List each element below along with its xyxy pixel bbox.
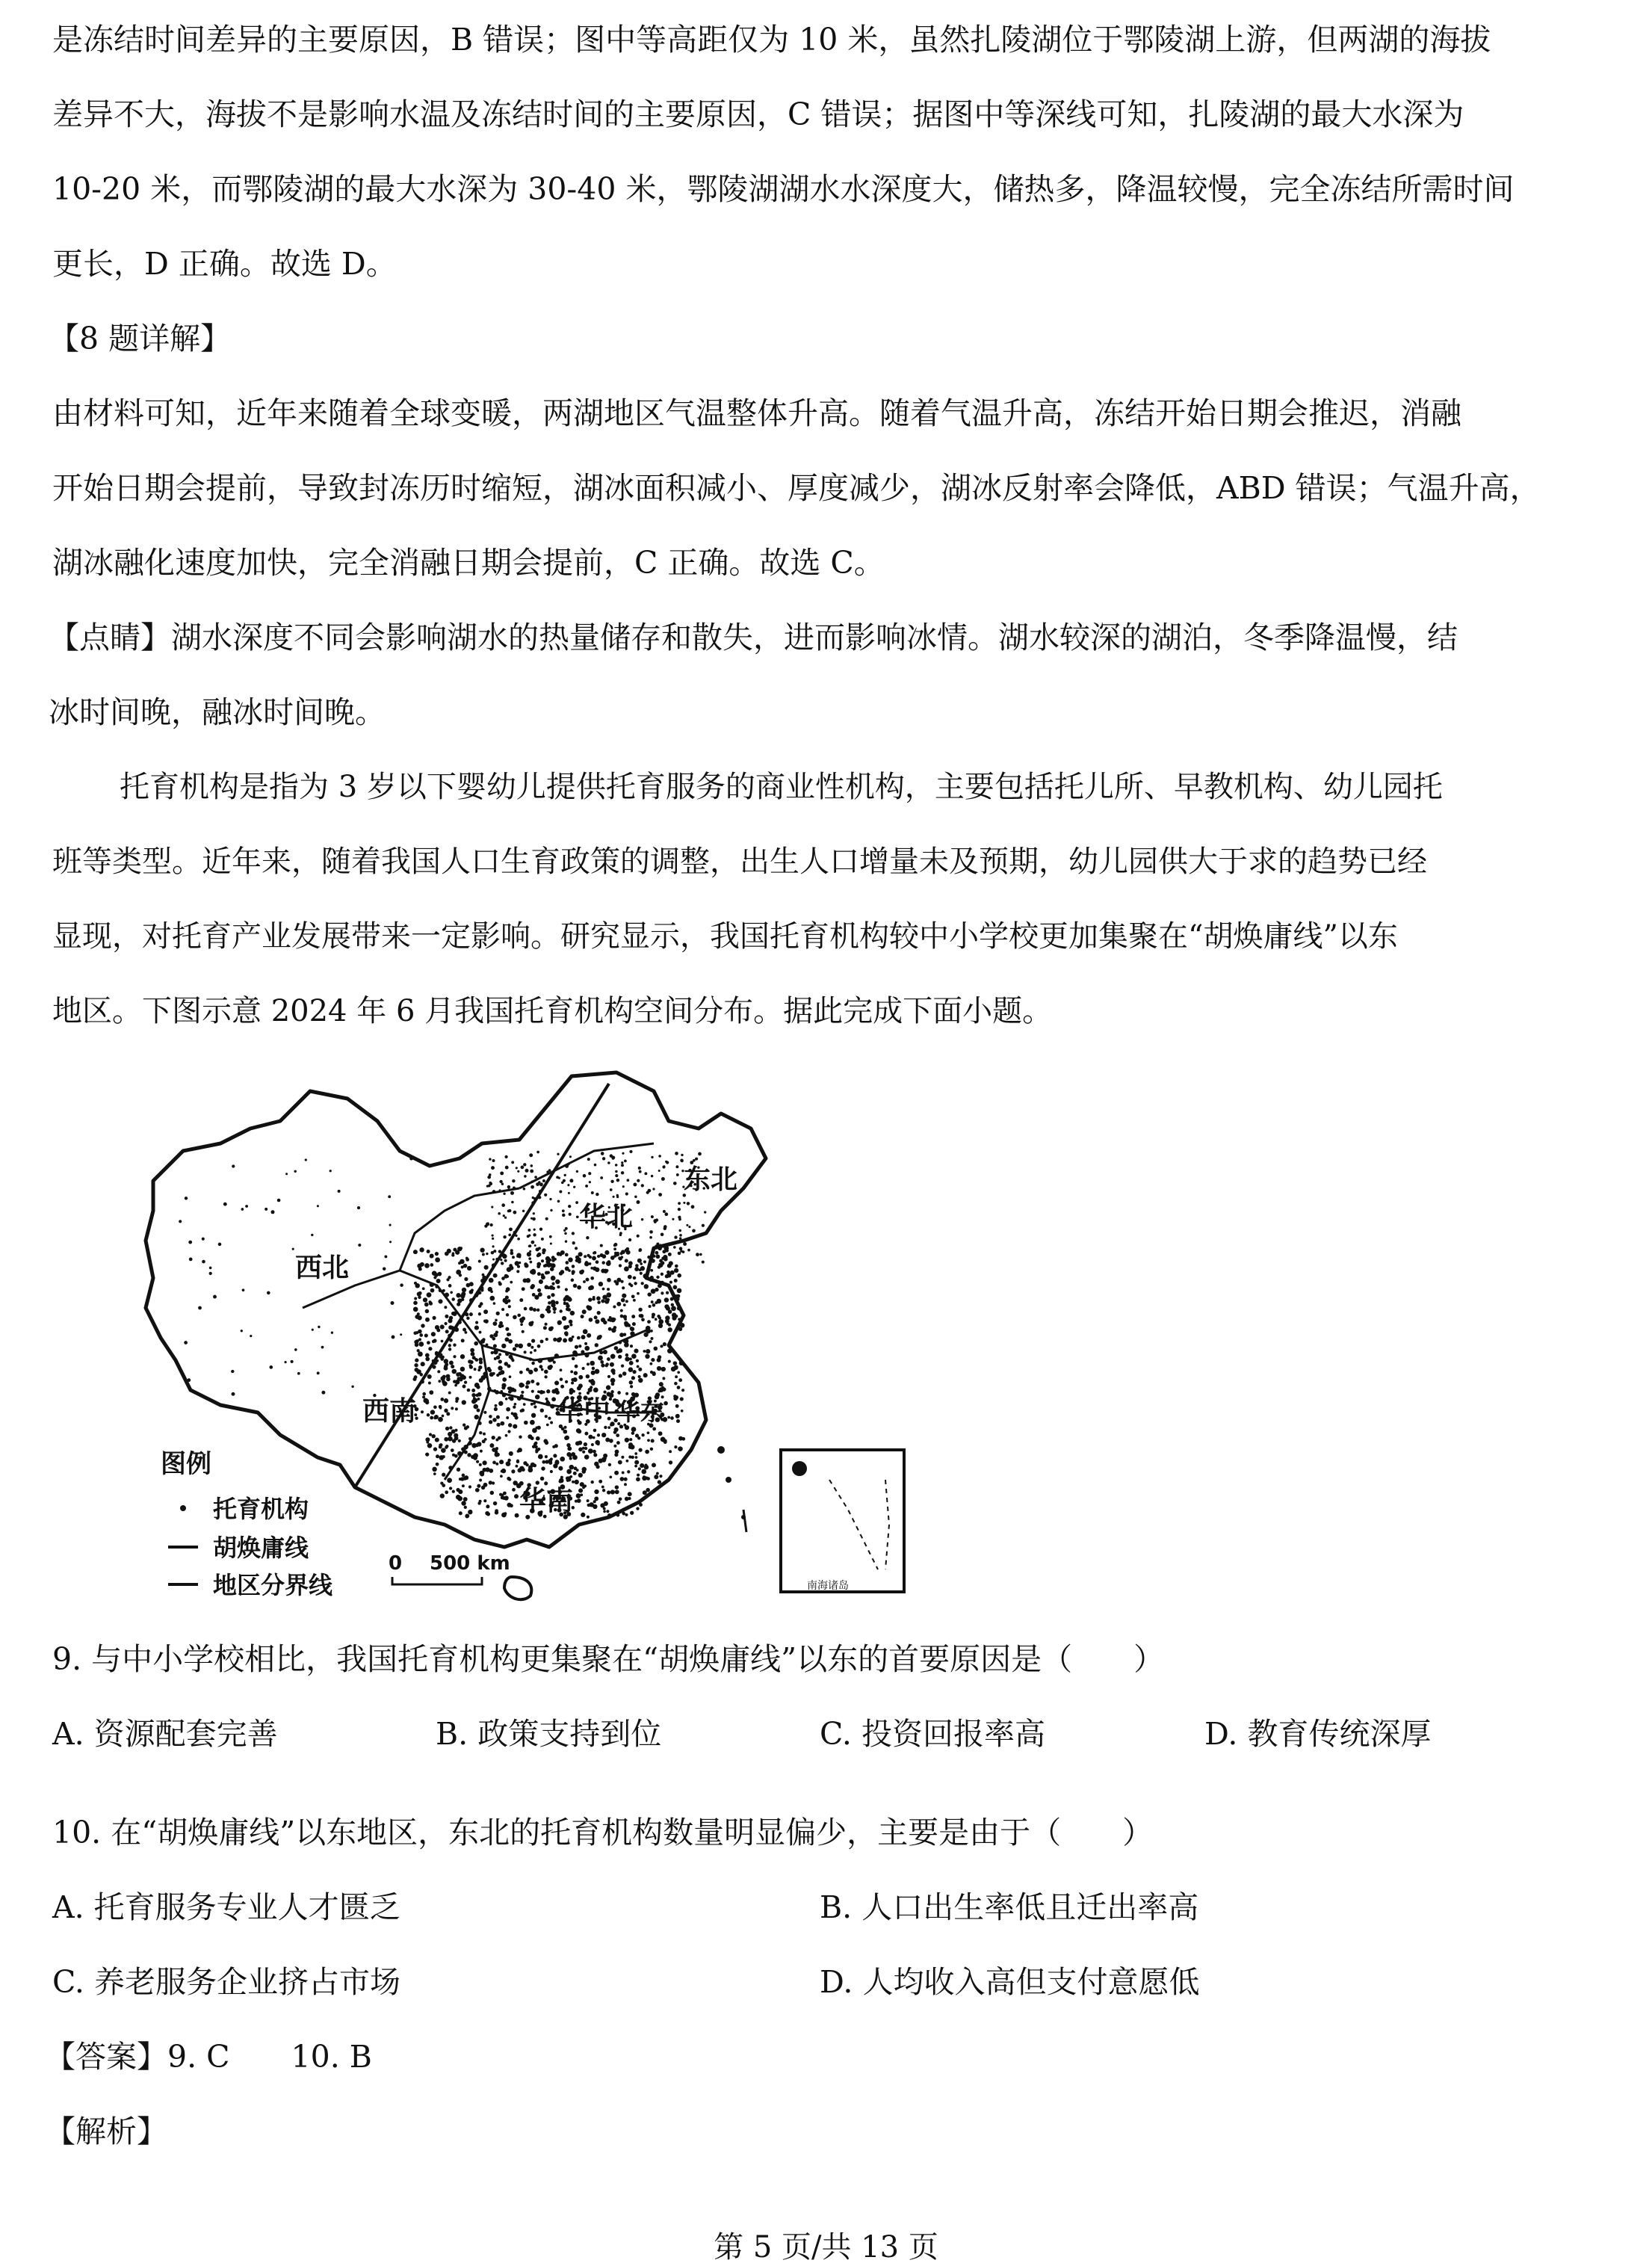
text-line: 湖冰融化速度加快，完全消融日期会提前，C 正确。故选 C。 <box>52 545 885 581</box>
q8-explanation <box>52 376 1606 600</box>
text-line: 10-20 米，而鄂陵湖的最大水深为 30-40 米，鄂陵湖湖水水深度大，储热多，降温较慢，完全冻结所需时间 <box>52 171 1515 207</box>
text-line: 是冻结时间差异的主要原因，B 错误；图中等高距仅为 10 米，虽然扎陵湖位于鄂陵湖上游，但两湖的海拔 <box>52 22 1491 58</box>
label-north: 华北 <box>579 1202 634 1232</box>
q9-option-a: A. 资源配套完善 <box>52 1716 278 1752</box>
inset-label: 南海诸岛 <box>807 1580 849 1592</box>
q9-option-c: C. 投资回报率高 <box>820 1716 1045 1752</box>
page-footer: 第 5 页/共 13 页 <box>714 2230 938 2265</box>
label-central: 华中 <box>557 1396 611 1427</box>
q10-option-a: A. 托育服务专业人才匮乏 <box>52 1889 400 1925</box>
south-china-sea-inset <box>781 1450 904 1592</box>
scale-distance: 500 km <box>430 1552 510 1575</box>
legend-title: 图例 <box>161 1449 211 1479</box>
text-line: 班等类型。近年来，随着我国人口生育政策的调整，出生人口增量未及预期，幼儿园供大于求的趋势已经 <box>52 845 1427 879</box>
q10-option-b: B. 人口出生率低且迁出率高 <box>820 1889 1199 1925</box>
text-line: 更长，D 正确。故选 D。 <box>52 246 397 282</box>
text-line: 差异不大，海拔不是影响水温及冻结时间的主要原因，C 错误；据图中等深线可知，扎陵湖的最大水深为 <box>52 96 1464 132</box>
analysis-heading: 【解析】 <box>45 2114 167 2149</box>
label-east: 华东 <box>616 1398 665 1426</box>
q9-option-b: B. 政策支持到位 <box>436 1716 662 1752</box>
text-line: 冰时间晚，融冰时间晚。 <box>49 694 386 730</box>
text-line: 【点睛】湖水深度不同会影响湖水的热量储存和散失，进而影响冰情。湖水较深的湖泊，冬季降温慢，结 <box>49 620 1458 655</box>
scale-bar <box>389 1552 510 1584</box>
material-paragraph <box>52 750 1606 1049</box>
dianjing-note <box>49 600 1603 750</box>
question-10-stem: 10. 在“胡焕庸线”以东地区，东北的托育机构数量明显偏少，主要是由于（ ） <box>52 1815 1154 1850</box>
label-northeast: 东北 <box>684 1164 738 1195</box>
text-line: 开始日期会提前，导致封冻历时缩短，湖冰面积减小、厚度减少，湖冰反射率会降低，ABD 错误；气温升高， <box>52 470 1541 506</box>
legend-item-hu-line: 胡焕庸线 <box>213 1534 309 1562</box>
text-line: 由材料可知，近年来随着全球变暖，两湖地区气温整体升高。随着气温升高，冻结开始日期会推迟，消融 <box>52 395 1461 431</box>
childcare-distribution-map <box>131 1061 908 1607</box>
text-line: 显现，对托育产业发展带来一定影响。研究显示，我国托育机构较中小学校更加集聚在“胡焕庸线”以东 <box>52 919 1398 954</box>
region-boundaries <box>303 1143 654 1480</box>
q8-heading: 【8 题详解】 <box>49 321 232 356</box>
scale-zero: 0 <box>389 1552 403 1575</box>
legend-item-boundary: 地区分界线 <box>213 1571 333 1599</box>
label-south: 华南 <box>519 1486 574 1516</box>
q10-option-c: C. 养老服务企业挤占市场 <box>52 1964 400 2000</box>
text-line: 托育机构是指为 3 岁以下婴幼儿提供托育服务的商业性机构，主要包括托儿所、早教机构、幼儿园托 <box>120 770 1443 804</box>
analysis-q7-end <box>52 2 1606 301</box>
label-southwest: 西南 <box>362 1396 417 1427</box>
q9-option-d: D. 教育传统深厚 <box>1204 1716 1432 1752</box>
legend-dot-symbol <box>180 1505 186 1511</box>
text-line: 地区。下图示意 2024 年 6 月我国托育机构空间分布。据此完成下面小题。 <box>52 994 1053 1028</box>
coastal-islands <box>717 1446 746 1532</box>
label-northwest: 西北 <box>295 1253 350 1283</box>
q10-option-d: D. 人均收入高但支付意愿低 <box>820 1964 1200 2000</box>
question-9-stem: 9. 与中小学校相比，我国托育机构更集聚在“胡焕庸线”以东的首要原因是（ ） <box>52 1641 1165 1677</box>
legend-item-institution: 托育机构 <box>213 1495 309 1523</box>
answer-line: 【答案】9. C 10. B <box>45 2039 372 2075</box>
legend <box>161 1449 333 1599</box>
